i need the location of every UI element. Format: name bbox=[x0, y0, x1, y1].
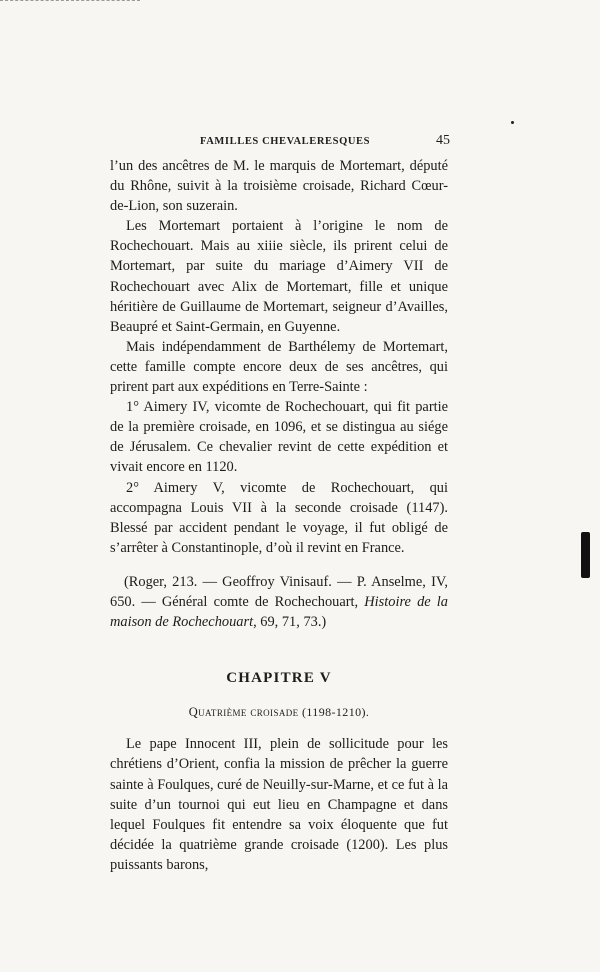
paragraph: Mais indépendamment de Barthélemy de Mortemart, cette famille compte encore deux de ses ancêtres, qui prirent part aux expéditions en Terre-Sainte : bbox=[110, 338, 448, 396]
chapter-subtitle-label: Quatrième croisade bbox=[188, 705, 299, 720]
margin-mark bbox=[581, 532, 590, 578]
references-pages: , 69, 71, 73.) bbox=[253, 614, 327, 631]
page-number: 45 bbox=[436, 133, 450, 148]
running-head: FAMILLES CHEVALERESQUES bbox=[200, 136, 371, 147]
list-item: 2° Aimery V, vicomte de Rochechouart, qui accompagna Louis VII à la seconde croisade (1147). Blessé par accident pendant le voyage, il fut obligé de s’arrêter à Constantinople, d’où il revint en France. bbox=[110, 479, 448, 556]
chapter-subtitle-dates: (1198-1210). bbox=[301, 705, 370, 720]
paragraph: Le pape Innocent III, plein de sollicitude pour les chrétiens d’Orient, confia la mission de prêcher la guerre sainte à Foulques, curé de Neuilly-sur-Marne, et ce fut à la suite d’un tournoi qui eut lieu en Champagne et dans lequel Foulques fit entendre sa voix éloquente que fut décidée la quatrième grande croisade (1200). Les plus puissants barons, bbox=[110, 736, 448, 873]
paragraph: l’un des ancêtres de M. le marquis de Mortemart, député du Rhône, suivit à la troisième croisade, Richard Cœur-de-Lion, son suzerain. bbox=[110, 158, 448, 215]
list-item: 1° Aimery IV, vicomte de Rochechouart, qui fit partie de la première croisade, en 1096, et se distingua au siége de Jérusalem. Ce chevalier revint de cette expédition et vivait encore en 1120. bbox=[110, 399, 448, 476]
body-text bbox=[110, 156, 448, 875]
scan-artifact bbox=[0, 0, 140, 4]
references-book-title: Histoire de la maison de Rochechouart bbox=[110, 593, 448, 631]
chapter-title: CHAPITRE V bbox=[226, 670, 332, 687]
ink-dot bbox=[511, 121, 514, 124]
references-text: (Roger, 213. — Geoffroy Vinisauf. — P. Anselme, IV, 650. — Général comte de Rochechouart, bbox=[110, 573, 448, 610]
references bbox=[110, 572, 448, 632]
chapter-subtitle bbox=[110, 702, 448, 722]
paragraph: Les Mortemart portaient à l’origine le nom de Rochechouart. Mais au xiiie siècle, ils prirent celui de Mortemart, par suite du mariage d’Aimery VII de Rochechouart avec Alix de Mortemart, fille et unique héritière de Guillaume de Mortemart, seigneur d’Availles, Beaupré et Saint-Germain, en Guyenne. bbox=[110, 218, 448, 335]
page-header bbox=[110, 133, 450, 154]
